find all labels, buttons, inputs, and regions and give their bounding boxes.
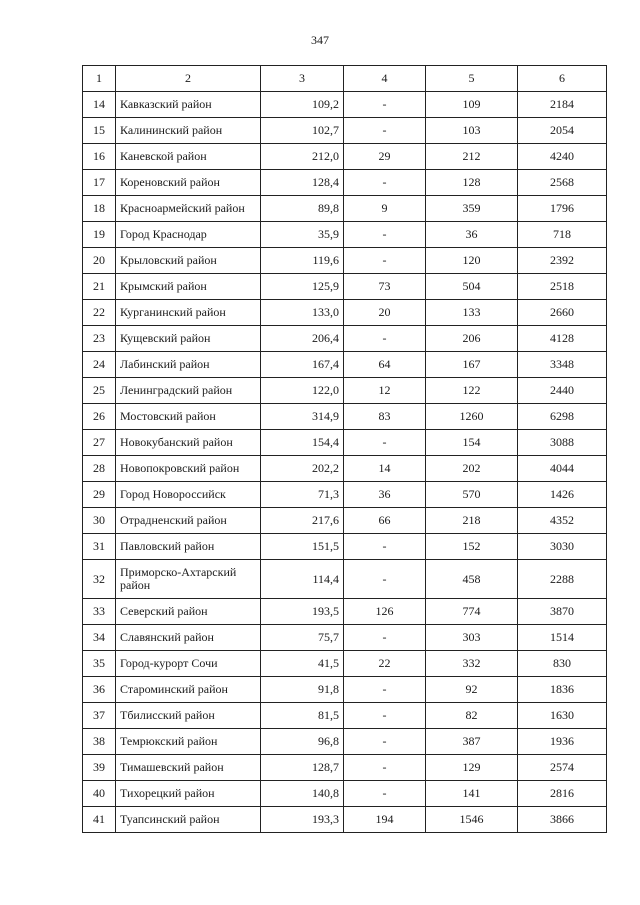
column-4-cell: 64 bbox=[344, 352, 426, 378]
row-number-cell: 27 bbox=[83, 430, 116, 456]
column-5-cell: 212 bbox=[426, 144, 518, 170]
table-row bbox=[83, 222, 607, 248]
column-3-cell: 128,4 bbox=[261, 170, 344, 196]
column-6-cell: 2184 bbox=[518, 92, 607, 118]
column-6-cell: 4128 bbox=[518, 326, 607, 352]
column-4-cell: 14 bbox=[344, 456, 426, 482]
column-3-cell: 206,4 bbox=[261, 326, 344, 352]
district-name-cell: Новопокровский район bbox=[116, 456, 261, 482]
column-4-cell: 9 bbox=[344, 196, 426, 222]
district-name-cell: Город Новороссийск bbox=[116, 482, 261, 508]
district-name-cell: Город-курорт Сочи bbox=[116, 651, 261, 677]
column-4-cell: - bbox=[344, 677, 426, 703]
column-3-cell: 41,5 bbox=[261, 651, 344, 677]
column-6-cell: 2054 bbox=[518, 118, 607, 144]
district-name-cell: Город Краснодар bbox=[116, 222, 261, 248]
column-5-cell: 303 bbox=[426, 625, 518, 651]
row-number-cell: 35 bbox=[83, 651, 116, 677]
column-6-cell: 2568 bbox=[518, 170, 607, 196]
column-3-cell: 140,8 bbox=[261, 781, 344, 807]
column-4-cell: - bbox=[344, 625, 426, 651]
row-number-cell: 32 bbox=[83, 560, 116, 599]
row-number-cell: 37 bbox=[83, 703, 116, 729]
district-name-cell: Красноармейский район bbox=[116, 196, 261, 222]
district-name-cell: Тбилисский район bbox=[116, 703, 261, 729]
column-4-cell: 73 bbox=[344, 274, 426, 300]
district-name-cell: Тихорецкий район bbox=[116, 781, 261, 807]
column-5-cell: 387 bbox=[426, 729, 518, 755]
district-name-cell: Курганинский район bbox=[116, 300, 261, 326]
column-5-cell: 1546 bbox=[426, 807, 518, 833]
column-6-cell: 830 bbox=[518, 651, 607, 677]
district-name-cell: Новокубанский район bbox=[116, 430, 261, 456]
column-4-cell: - bbox=[344, 430, 426, 456]
column-6-cell: 2574 bbox=[518, 755, 607, 781]
column-5-cell: 1260 bbox=[426, 404, 518, 430]
column-4-cell: - bbox=[344, 92, 426, 118]
column-4-cell: - bbox=[344, 729, 426, 755]
column-4-cell: 29 bbox=[344, 144, 426, 170]
column-6-cell: 3348 bbox=[518, 352, 607, 378]
column-3-cell: 133,0 bbox=[261, 300, 344, 326]
table-row bbox=[83, 534, 607, 560]
column-3-cell: 217,6 bbox=[261, 508, 344, 534]
column-5-cell: 129 bbox=[426, 755, 518, 781]
row-number-cell: 39 bbox=[83, 755, 116, 781]
column-3-cell: 91,8 bbox=[261, 677, 344, 703]
column-3-cell: 128,7 bbox=[261, 755, 344, 781]
row-number-cell: 20 bbox=[83, 248, 116, 274]
column-4-cell: - bbox=[344, 248, 426, 274]
column-5-cell: 206 bbox=[426, 326, 518, 352]
row-number-cell: 15 bbox=[83, 118, 116, 144]
column-6-cell: 2440 bbox=[518, 378, 607, 404]
district-name-cell: Тимашевский район bbox=[116, 755, 261, 781]
column-header: 2 bbox=[116, 66, 261, 92]
district-name-cell: Каневской район bbox=[116, 144, 261, 170]
table-row bbox=[83, 456, 607, 482]
table-row bbox=[83, 651, 607, 677]
column-6-cell: 1796 bbox=[518, 196, 607, 222]
table-row bbox=[83, 599, 607, 625]
column-header: 1 bbox=[83, 66, 116, 92]
district-name-cell: Мостовский район bbox=[116, 404, 261, 430]
table-row bbox=[83, 729, 607, 755]
column-3-cell: 212,0 bbox=[261, 144, 344, 170]
district-name-cell: Кореновский район bbox=[116, 170, 261, 196]
district-name-cell: Ленинградский район bbox=[116, 378, 261, 404]
column-5-cell: 141 bbox=[426, 781, 518, 807]
table-row bbox=[83, 404, 607, 430]
column-4-cell: - bbox=[344, 781, 426, 807]
row-number-cell: 28 bbox=[83, 456, 116, 482]
table-row bbox=[83, 196, 607, 222]
table-row bbox=[83, 92, 607, 118]
table-row bbox=[83, 118, 607, 144]
column-6-cell: 2816 bbox=[518, 781, 607, 807]
table-row bbox=[83, 352, 607, 378]
column-3-cell: 114,4 bbox=[261, 560, 344, 599]
column-6-cell: 3088 bbox=[518, 430, 607, 456]
column-6-cell: 4240 bbox=[518, 144, 607, 170]
column-3-cell: 151,5 bbox=[261, 534, 344, 560]
district-name-cell: Павловский район bbox=[116, 534, 261, 560]
column-6-cell: 3030 bbox=[518, 534, 607, 560]
column-3-cell: 193,3 bbox=[261, 807, 344, 833]
row-number-cell: 31 bbox=[83, 534, 116, 560]
page-number: 347 bbox=[311, 33, 329, 47]
column-3-cell: 202,2 bbox=[261, 456, 344, 482]
column-4-cell: 22 bbox=[344, 651, 426, 677]
row-number-cell: 16 bbox=[83, 144, 116, 170]
table-row bbox=[83, 755, 607, 781]
row-number-cell: 33 bbox=[83, 599, 116, 625]
column-4-cell: - bbox=[344, 534, 426, 560]
column-4-cell: 126 bbox=[344, 599, 426, 625]
row-number-cell: 25 bbox=[83, 378, 116, 404]
data-table bbox=[82, 65, 607, 833]
column-6-cell: 6298 bbox=[518, 404, 607, 430]
table-row bbox=[83, 300, 607, 326]
column-3-cell: 122,0 bbox=[261, 378, 344, 404]
column-4-cell: - bbox=[344, 326, 426, 352]
table-row bbox=[83, 807, 607, 833]
column-4-cell: - bbox=[344, 560, 426, 599]
district-name-cell: Крыловский район bbox=[116, 248, 261, 274]
column-5-cell: 109 bbox=[426, 92, 518, 118]
column-3-cell: 81,5 bbox=[261, 703, 344, 729]
column-6-cell: 2660 bbox=[518, 300, 607, 326]
column-4-cell: - bbox=[344, 118, 426, 144]
column-3-cell: 167,4 bbox=[261, 352, 344, 378]
row-number-cell: 24 bbox=[83, 352, 116, 378]
column-4-cell: - bbox=[344, 170, 426, 196]
column-3-cell: 119,6 bbox=[261, 248, 344, 274]
column-6-cell: 2518 bbox=[518, 274, 607, 300]
column-4-cell: 12 bbox=[344, 378, 426, 404]
district-name-cell: Отрадненский район bbox=[116, 508, 261, 534]
column-4-cell: - bbox=[344, 755, 426, 781]
column-4-cell: - bbox=[344, 703, 426, 729]
column-6-cell: 1836 bbox=[518, 677, 607, 703]
table-row bbox=[83, 430, 607, 456]
column-5-cell: 774 bbox=[426, 599, 518, 625]
district-name-cell: Темрюкский район bbox=[116, 729, 261, 755]
column-5-cell: 570 bbox=[426, 482, 518, 508]
column-5-cell: 504 bbox=[426, 274, 518, 300]
district-name-cell: Кавказский район bbox=[116, 92, 261, 118]
row-number-cell: 30 bbox=[83, 508, 116, 534]
column-5-cell: 152 bbox=[426, 534, 518, 560]
column-6-cell: 1426 bbox=[518, 482, 607, 508]
column-3-cell: 71,3 bbox=[261, 482, 344, 508]
row-number-cell: 34 bbox=[83, 625, 116, 651]
column-header: 6 bbox=[518, 66, 607, 92]
column-6-cell: 4044 bbox=[518, 456, 607, 482]
row-number-cell: 23 bbox=[83, 326, 116, 352]
column-3-cell: 109,2 bbox=[261, 92, 344, 118]
table-row bbox=[83, 677, 607, 703]
column-5-cell: 36 bbox=[426, 222, 518, 248]
column-4-cell: - bbox=[344, 222, 426, 248]
column-header: 5 bbox=[426, 66, 518, 92]
column-3-cell: 96,8 bbox=[261, 729, 344, 755]
column-header: 3 bbox=[261, 66, 344, 92]
row-number-cell: 26 bbox=[83, 404, 116, 430]
table-row bbox=[83, 248, 607, 274]
column-3-cell: 35,9 bbox=[261, 222, 344, 248]
district-name-cell: Северский район bbox=[116, 599, 261, 625]
column-6-cell: 3866 bbox=[518, 807, 607, 833]
table-row bbox=[83, 781, 607, 807]
column-5-cell: 202 bbox=[426, 456, 518, 482]
table-row bbox=[83, 508, 607, 534]
column-6-cell: 2288 bbox=[518, 560, 607, 599]
column-4-cell: 194 bbox=[344, 807, 426, 833]
column-4-cell: 20 bbox=[344, 300, 426, 326]
column-4-cell: 83 bbox=[344, 404, 426, 430]
row-number-cell: 29 bbox=[83, 482, 116, 508]
column-3-cell: 154,4 bbox=[261, 430, 344, 456]
column-5-cell: 154 bbox=[426, 430, 518, 456]
column-5-cell: 82 bbox=[426, 703, 518, 729]
column-5-cell: 167 bbox=[426, 352, 518, 378]
district-name-cell: Приморско-Ахтарский район bbox=[116, 560, 261, 599]
table-row bbox=[83, 144, 607, 170]
column-3-cell: 314,9 bbox=[261, 404, 344, 430]
district-name-cell: Лабинский район bbox=[116, 352, 261, 378]
header-row bbox=[83, 66, 607, 92]
column-header: 4 bbox=[344, 66, 426, 92]
row-number-cell: 14 bbox=[83, 92, 116, 118]
column-5-cell: 122 bbox=[426, 378, 518, 404]
column-6-cell: 3870 bbox=[518, 599, 607, 625]
district-name-cell: Славянский район bbox=[116, 625, 261, 651]
row-number-cell: 38 bbox=[83, 729, 116, 755]
column-5-cell: 359 bbox=[426, 196, 518, 222]
column-6-cell: 4352 bbox=[518, 508, 607, 534]
column-6-cell: 1514 bbox=[518, 625, 607, 651]
table-row bbox=[83, 326, 607, 352]
column-3-cell: 75,7 bbox=[261, 625, 344, 651]
column-6-cell: 1630 bbox=[518, 703, 607, 729]
column-4-cell: 36 bbox=[344, 482, 426, 508]
column-5-cell: 128 bbox=[426, 170, 518, 196]
column-6-cell: 2392 bbox=[518, 248, 607, 274]
table-row bbox=[83, 274, 607, 300]
column-3-cell: 193,5 bbox=[261, 599, 344, 625]
district-name-cell: Крымский район bbox=[116, 274, 261, 300]
column-5-cell: 332 bbox=[426, 651, 518, 677]
row-number-cell: 21 bbox=[83, 274, 116, 300]
district-name-cell: Калининский район bbox=[116, 118, 261, 144]
row-number-cell: 18 bbox=[83, 196, 116, 222]
column-5-cell: 103 bbox=[426, 118, 518, 144]
district-name-cell: Туапсинский район bbox=[116, 807, 261, 833]
column-5-cell: 133 bbox=[426, 300, 518, 326]
column-3-cell: 125,9 bbox=[261, 274, 344, 300]
district-name-cell: Кущевский район bbox=[116, 326, 261, 352]
row-number-cell: 40 bbox=[83, 781, 116, 807]
table-row bbox=[83, 560, 607, 599]
column-6-cell: 1936 bbox=[518, 729, 607, 755]
column-5-cell: 218 bbox=[426, 508, 518, 534]
table-row bbox=[83, 703, 607, 729]
row-number-cell: 41 bbox=[83, 807, 116, 833]
row-number-cell: 36 bbox=[83, 677, 116, 703]
table-row bbox=[83, 378, 607, 404]
row-number-cell: 22 bbox=[83, 300, 116, 326]
row-number-cell: 19 bbox=[83, 222, 116, 248]
column-6-cell: 718 bbox=[518, 222, 607, 248]
column-3-cell: 89,8 bbox=[261, 196, 344, 222]
column-5-cell: 458 bbox=[426, 560, 518, 599]
district-name-cell: Староминский район bbox=[116, 677, 261, 703]
column-5-cell: 120 bbox=[426, 248, 518, 274]
table-row bbox=[83, 170, 607, 196]
table-row bbox=[83, 625, 607, 651]
table-row bbox=[83, 482, 607, 508]
column-3-cell: 102,7 bbox=[261, 118, 344, 144]
column-4-cell: 66 bbox=[344, 508, 426, 534]
row-number-cell: 17 bbox=[83, 170, 116, 196]
column-5-cell: 92 bbox=[426, 677, 518, 703]
